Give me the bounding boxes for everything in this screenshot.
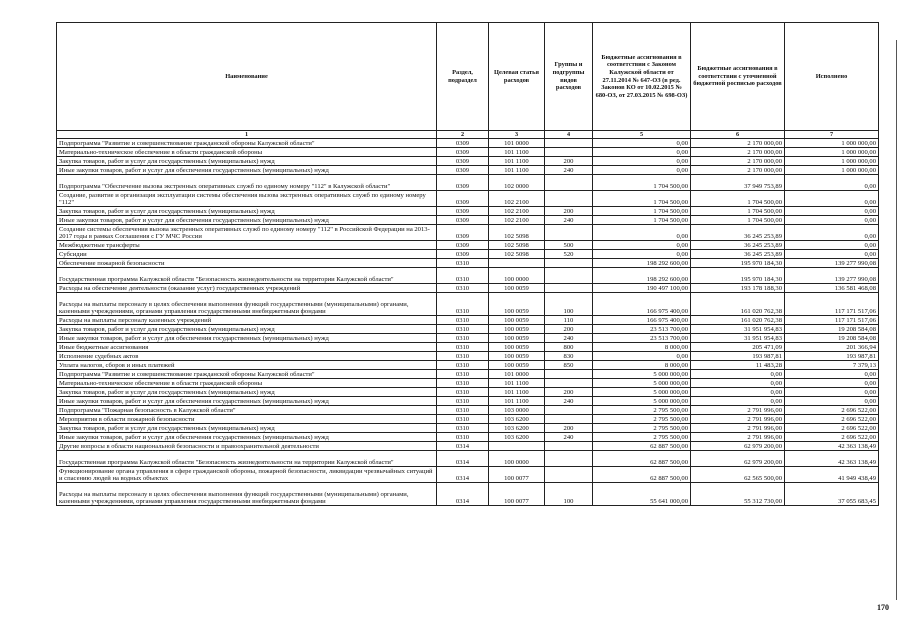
table-row [57, 467, 879, 483]
row-target [489, 259, 545, 268]
row-executed: 41 949 438,49 [785, 467, 879, 483]
row-target: 103 6200 [489, 424, 545, 433]
table-row [57, 451, 879, 467]
row-name: Обеспечение пожарной безопасности [57, 259, 437, 268]
row-target: 100 0077 [489, 467, 545, 483]
row-budget-law: 2 795 500,00 [593, 415, 691, 424]
row-name: Создание системы обеспечения вызова экстренных оперативных служб по единому номеру "112" в Российской Федерации на 2013-2017 годы в рамках Соглашения с ГУ МЧС России [57, 225, 437, 241]
row-budget-refined: 2 791 996,00 [691, 433, 785, 442]
row-executed: 0,00 [785, 207, 879, 216]
column-number: 6 [691, 131, 785, 139]
row-section: 0309 [437, 250, 489, 259]
row-budget-refined: 1 704 500,00 [691, 207, 785, 216]
budget-sheet [56, 22, 878, 506]
row-target: 100 0059 [489, 352, 545, 361]
column-number: 7 [785, 131, 879, 139]
table-row [57, 241, 879, 250]
header-budget-law: Бюджетные ассигнования в соответствии с Законом Калужской области от 27.11.2014 № 647-ОЗ (в ред. Законов КО от 10.02.2015 № 680-ОЗ, от 27.03.2015 № 698-ОЗ) [593, 23, 691, 131]
scan-edge-line [896, 40, 897, 600]
row-budget-refined: 36 245 253,89 [691, 225, 785, 241]
header-target: Целевая статья расходов [489, 23, 545, 131]
row-target: 102 2100 [489, 207, 545, 216]
table-row [57, 139, 879, 148]
row-section: 0309 [437, 225, 489, 241]
row-section: 0314 [437, 483, 489, 506]
row-budget-law: 5 000 000,00 [593, 388, 691, 397]
row-name: Межбюджетные трансферты [57, 241, 437, 250]
row-budget-law: 2 795 500,00 [593, 433, 691, 442]
row-target: 101 1100 [489, 166, 545, 175]
row-section: 0314 [437, 451, 489, 467]
row-executed: 19 208 584,08 [785, 334, 879, 343]
row-name: Подпрограмма "Развитие и совершенствование гражданской обороны Калужской области" [57, 370, 437, 379]
row-name: Расходы на обеспечение деятельности (оказание услуг) государственных учреждений [57, 284, 437, 293]
row-group: 500 [545, 241, 593, 250]
row-target: 102 0000 [489, 175, 545, 191]
row-group: 240 [545, 397, 593, 406]
row-group: 100 [545, 293, 593, 316]
row-budget-refined: 0,00 [691, 379, 785, 388]
column-number-row [57, 131, 879, 139]
row-budget-law: 2 795 500,00 [593, 424, 691, 433]
row-budget-refined: 1 704 500,00 [691, 216, 785, 225]
table-row [57, 388, 879, 397]
row-budget-law: 8 000,00 [593, 361, 691, 370]
row-target: 100 0059 [489, 334, 545, 343]
row-group [545, 451, 593, 467]
row-section: 0310 [437, 361, 489, 370]
row-executed: 139 277 990,08 [785, 259, 879, 268]
header-groups: Группы и подгруппы видов расходов [545, 23, 593, 131]
table-row [57, 259, 879, 268]
row-executed: 37 055 683,45 [785, 483, 879, 506]
row-executed: 0,00 [785, 397, 879, 406]
row-budget-law: 23 513 700,00 [593, 334, 691, 343]
row-target: 103 6200 [489, 415, 545, 424]
row-executed: 7 379,13 [785, 361, 879, 370]
table-row [57, 442, 879, 451]
row-name: Расходы на выплаты персоналу в целях обеспечения выполнения функций государственными (муниципальными) органами, казенными учреждениями, органами управления государственными внебюджетными фондами [57, 293, 437, 316]
table-row [57, 250, 879, 259]
table-row [57, 148, 879, 157]
table-row [57, 406, 879, 415]
row-executed: 0,00 [785, 370, 879, 379]
row-target [489, 442, 545, 451]
table-row [57, 433, 879, 442]
table-row [57, 343, 879, 352]
row-section: 0309 [437, 207, 489, 216]
row-section: 0310 [437, 424, 489, 433]
row-budget-refined: 62 979 200,00 [691, 451, 785, 467]
row-target: 103 0000 [489, 406, 545, 415]
row-group: 520 [545, 250, 593, 259]
row-name: Уплата налогов, сборов и иных платежей [57, 361, 437, 370]
header-name: Наименование [57, 23, 437, 131]
row-section: 0310 [437, 293, 489, 316]
header-budget-refined: Бюджетные ассигнования в соответствии с уточненной бюджетной росписью расходов [691, 23, 785, 131]
row-group [545, 379, 593, 388]
row-budget-law: 1 704 500,00 [593, 207, 691, 216]
table-row [57, 397, 879, 406]
row-name: Иные закупки товаров, работ и услуг для обеспечения государственных (муниципальных) нужд [57, 433, 437, 442]
row-section: 0310 [437, 259, 489, 268]
row-executed: 1 000 000,00 [785, 157, 879, 166]
table-row [57, 216, 879, 225]
table-row [57, 325, 879, 334]
row-name: Закупка товаров, работ и услуг для государственных (муниципальных) нужд [57, 157, 437, 166]
row-group: 240 [545, 433, 593, 442]
page-number: 170 [877, 603, 889, 612]
row-executed: 2 696 522,00 [785, 415, 879, 424]
row-budget-refined: 11 483,28 [691, 361, 785, 370]
row-target: 102 5098 [489, 241, 545, 250]
row-group: 800 [545, 343, 593, 352]
row-budget-law: 5 000 000,00 [593, 397, 691, 406]
row-target: 103 6200 [489, 433, 545, 442]
column-number: 3 [489, 131, 545, 139]
row-budget-law: 198 292 600,00 [593, 268, 691, 284]
row-budget-refined: 2 791 996,00 [691, 415, 785, 424]
row-group: 200 [545, 325, 593, 334]
row-section: 0309 [437, 139, 489, 148]
row-budget-law: 23 513 700,00 [593, 325, 691, 334]
row-name: Подпрограмма "Развитие и совершенствование гражданской обороны Калужской области" [57, 139, 437, 148]
row-section: 0310 [437, 334, 489, 343]
row-section: 0309 [437, 148, 489, 157]
row-budget-refined: 0,00 [691, 388, 785, 397]
row-executed: 193 987,81 [785, 352, 879, 361]
row-target: 100 0059 [489, 316, 545, 325]
row-group: 850 [545, 361, 593, 370]
row-section: 0314 [437, 442, 489, 451]
table-row [57, 370, 879, 379]
row-name: Мероприятия в области пожарной безопасности [57, 415, 437, 424]
row-executed: 0,00 [785, 241, 879, 250]
row-group: 830 [545, 352, 593, 361]
row-budget-law: 0,00 [593, 166, 691, 175]
row-name: Иные закупки товаров, работ и услуг для обеспечения государственных (муниципальных) нужд [57, 166, 437, 175]
table-row [57, 334, 879, 343]
row-name: Закупка товаров, работ и услуг для государственных (муниципальных) нужд [57, 388, 437, 397]
row-name: Расходы на выплаты персоналу в целях обеспечения выполнения функций государственными (муниципальными) органами, казенными учреждениями, органами управления государственными внебюджетными фондами [57, 483, 437, 506]
row-group: 200 [545, 424, 593, 433]
table-row [57, 225, 879, 241]
row-budget-refined: 31 951 954,83 [691, 334, 785, 343]
row-name: Государственная программа Калужской области "Безопасность жизнедеятельности на территории Калужской области" [57, 451, 437, 467]
row-name: Закупка товаров, работ и услуг для государственных (муниципальных) нужд [57, 207, 437, 216]
column-number: 1 [57, 131, 437, 139]
row-section: 0309 [437, 191, 489, 207]
row-target: 100 0000 [489, 268, 545, 284]
row-name: Исполнение судебных актов [57, 352, 437, 361]
row-group [545, 442, 593, 451]
row-budget-law: 62 887 500,00 [593, 467, 691, 483]
column-number: 5 [593, 131, 691, 139]
table-row [57, 361, 879, 370]
row-target: 100 0059 [489, 361, 545, 370]
row-target: 102 5098 [489, 225, 545, 241]
row-group: 200 [545, 157, 593, 166]
table-row [57, 424, 879, 433]
row-name: Закупка товаров, работ и услуг для государственных (муниципальных) нужд [57, 325, 437, 334]
table-row [57, 316, 879, 325]
row-section: 0310 [437, 379, 489, 388]
row-budget-law: 0,00 [593, 139, 691, 148]
header-section: Раздел, подраздел [437, 23, 489, 131]
row-budget-refined: 2 170 000,00 [691, 157, 785, 166]
row-section: 0310 [437, 343, 489, 352]
row-group: 240 [545, 334, 593, 343]
row-executed: 201 366,94 [785, 343, 879, 352]
row-name: Расходы на выплаты персоналу казенных учреждений [57, 316, 437, 325]
row-section: 0314 [437, 467, 489, 483]
table-row [57, 483, 879, 506]
row-budget-law: 166 975 400,00 [593, 293, 691, 316]
row-section: 0310 [437, 406, 489, 415]
row-budget-law: 0,00 [593, 225, 691, 241]
row-section: 0309 [437, 175, 489, 191]
row-executed: 0,00 [785, 175, 879, 191]
row-budget-law: 1 704 500,00 [593, 191, 691, 207]
row-group: 240 [545, 216, 593, 225]
row-budget-refined: 2 791 996,00 [691, 424, 785, 433]
row-budget-refined: 37 949 753,89 [691, 175, 785, 191]
row-target: 102 5098 [489, 250, 545, 259]
row-target: 101 1100 [489, 148, 545, 157]
row-budget-refined: 193 987,81 [691, 352, 785, 361]
row-budget-refined: 2 170 000,00 [691, 148, 785, 157]
row-budget-refined: 0,00 [691, 370, 785, 379]
row-group [545, 467, 593, 483]
row-section: 0309 [437, 166, 489, 175]
row-target: 100 0059 [489, 293, 545, 316]
row-name: Иные закупки товаров, работ и услуг для обеспечения государственных (муниципальных) нужд [57, 216, 437, 225]
row-group [545, 415, 593, 424]
row-group: 110 [545, 316, 593, 325]
row-section: 0310 [437, 388, 489, 397]
table-row [57, 379, 879, 388]
row-budget-law: 1 704 500,00 [593, 175, 691, 191]
budget-table [56, 22, 879, 506]
row-group: 240 [545, 166, 593, 175]
table-row [57, 415, 879, 424]
row-target: 100 0000 [489, 451, 545, 467]
row-executed: 0,00 [785, 379, 879, 388]
row-name: Иные бюджетные ассигнования [57, 343, 437, 352]
row-budget-refined: 193 178 188,30 [691, 284, 785, 293]
row-group [545, 259, 593, 268]
row-section: 0310 [437, 268, 489, 284]
table-row [57, 157, 879, 166]
row-executed: 0,00 [785, 191, 879, 207]
row-executed: 0,00 [785, 216, 879, 225]
row-executed: 117 171 517,06 [785, 293, 879, 316]
row-target: 102 2100 [489, 216, 545, 225]
row-budget-law: 5 000 000,00 [593, 370, 691, 379]
row-budget-refined: 195 970 184,30 [691, 268, 785, 284]
row-budget-law: 62 887 500,00 [593, 451, 691, 467]
row-budget-law: 62 887 500,00 [593, 442, 691, 451]
row-target: 101 0000 [489, 139, 545, 148]
row-group [545, 284, 593, 293]
row-target: 100 0059 [489, 343, 545, 352]
row-executed: 2 696 522,00 [785, 433, 879, 442]
row-target: 102 2100 [489, 191, 545, 207]
table-row [57, 191, 879, 207]
row-budget-law: 198 292 600,00 [593, 259, 691, 268]
row-target: 101 0000 [489, 370, 545, 379]
row-budget-law: 5 000 000,00 [593, 379, 691, 388]
row-name: Подпрограмма "Обеспечение вызова экстренных оперативных служб по единому номеру "112" в Калужской области" [57, 175, 437, 191]
row-section: 0310 [437, 415, 489, 424]
row-name: Подпрограмма "Пожарная безопасность в Калужской области" [57, 406, 437, 415]
header-executed: Исполнено [785, 23, 879, 131]
row-budget-law: 0,00 [593, 148, 691, 157]
table-row [57, 166, 879, 175]
row-group: 200 [545, 207, 593, 216]
row-name: Иные закупки товаров, работ и услуг для обеспечения государственных (муниципальных) нужд [57, 334, 437, 343]
row-budget-refined: 2 791 996,00 [691, 406, 785, 415]
row-budget-law: 0,00 [593, 250, 691, 259]
row-executed: 2 696 522,00 [785, 424, 879, 433]
row-section: 0310 [437, 325, 489, 334]
row-group [545, 268, 593, 284]
table-row [57, 284, 879, 293]
row-target: 100 0059 [489, 325, 545, 334]
row-section: 0310 [437, 284, 489, 293]
row-group [545, 406, 593, 415]
row-budget-refined: 55 312 730,00 [691, 483, 785, 506]
row-group [545, 148, 593, 157]
row-group [545, 191, 593, 207]
row-section: 0310 [437, 397, 489, 406]
row-executed: 0,00 [785, 250, 879, 259]
row-executed: 1 000 000,00 [785, 166, 879, 175]
row-name: Функционирование органа управления в сфере гражданской обороны, пожарной безопасности, ликвидации чрезвычайных ситуаций и спасению людей на водных объектах [57, 467, 437, 483]
row-budget-refined: 161 020 762,38 [691, 316, 785, 325]
row-group [545, 370, 593, 379]
row-name: Иные закупки товаров, работ и услуг для обеспечения государственных (муниципальных) нужд [57, 397, 437, 406]
row-target: 101 1100 [489, 388, 545, 397]
row-target: 100 0059 [489, 284, 545, 293]
table-row [57, 352, 879, 361]
row-section: 0309 [437, 216, 489, 225]
row-budget-refined: 31 951 954,83 [691, 325, 785, 334]
row-group [545, 175, 593, 191]
row-budget-refined: 36 245 253,89 [691, 250, 785, 259]
row-budget-law: 0,00 [593, 157, 691, 166]
row-target: 101 1100 [489, 397, 545, 406]
table-row [57, 207, 879, 216]
row-section: 0310 [437, 370, 489, 379]
row-name: Закупка товаров, работ и услуг для государственных (муниципальных) нужд [57, 424, 437, 433]
row-executed: 1 000 000,00 [785, 148, 879, 157]
row-target: 100 0077 [489, 483, 545, 506]
row-group: 200 [545, 388, 593, 397]
table-header-row [57, 23, 879, 131]
row-section: 0309 [437, 157, 489, 166]
row-section: 0310 [437, 433, 489, 442]
row-budget-refined: 62 565 500,00 [691, 467, 785, 483]
row-target: 101 1100 [489, 157, 545, 166]
row-budget-refined: 195 970 184,30 [691, 259, 785, 268]
row-executed: 136 581 468,08 [785, 284, 879, 293]
row-executed: 139 277 990,08 [785, 268, 879, 284]
row-budget-law: 0,00 [593, 352, 691, 361]
row-section: 0309 [437, 241, 489, 250]
row-budget-refined: 161 020 762,38 [691, 293, 785, 316]
row-budget-refined: 0,00 [691, 397, 785, 406]
row-executed: 117 171 517,06 [785, 316, 879, 325]
row-budget-refined: 2 170 000,00 [691, 166, 785, 175]
row-executed: 42 363 138,49 [785, 442, 879, 451]
row-target: 101 1100 [489, 379, 545, 388]
row-executed: 0,00 [785, 388, 879, 397]
row-group [545, 139, 593, 148]
row-group: 100 [545, 483, 593, 506]
row-name: Создание, развитие и организация эксплуатации системы обеспечения вызова экстренных оперативных служб по единому номеру "112" [57, 191, 437, 207]
row-name: Другие вопросы в области национальной безопасности и правоохранительной деятельности [57, 442, 437, 451]
row-section: 0310 [437, 352, 489, 361]
row-budget-law: 0,00 [593, 241, 691, 250]
row-executed: 42 363 138,49 [785, 451, 879, 467]
row-name: Государственная программа Калужской области "Безопасность жизнедеятельности на территории Калужской области" [57, 268, 437, 284]
row-budget-refined: 62 979 200,00 [691, 442, 785, 451]
row-name: Материально-техническое обеспечение в области гражданской обороны [57, 379, 437, 388]
row-budget-law: 1 704 500,00 [593, 216, 691, 225]
row-budget-law: 55 641 000,00 [593, 483, 691, 506]
column-number: 2 [437, 131, 489, 139]
row-budget-law: 166 975 400,00 [593, 316, 691, 325]
row-budget-refined: 2 170 000,00 [691, 139, 785, 148]
table-row [57, 293, 879, 316]
row-budget-law: 8 000,00 [593, 343, 691, 352]
table-body [57, 139, 879, 506]
table-row [57, 268, 879, 284]
row-section: 0310 [437, 316, 489, 325]
row-executed: 0,00 [785, 225, 879, 241]
row-budget-law: 190 497 100,00 [593, 284, 691, 293]
row-budget-refined: 1 704 500,00 [691, 191, 785, 207]
row-name: Субсидии [57, 250, 437, 259]
row-executed: 19 208 584,08 [785, 325, 879, 334]
row-budget-refined: 36 245 253,89 [691, 241, 785, 250]
row-group [545, 225, 593, 241]
row-executed: 1 000 000,00 [785, 139, 879, 148]
column-number: 4 [545, 131, 593, 139]
row-budget-law: 2 795 500,00 [593, 406, 691, 415]
table-row [57, 175, 879, 191]
row-budget-refined: 205 471,09 [691, 343, 785, 352]
row-executed: 2 696 522,00 [785, 406, 879, 415]
row-name: Материально-техническое обеспечение в области гражданской обороны [57, 148, 437, 157]
